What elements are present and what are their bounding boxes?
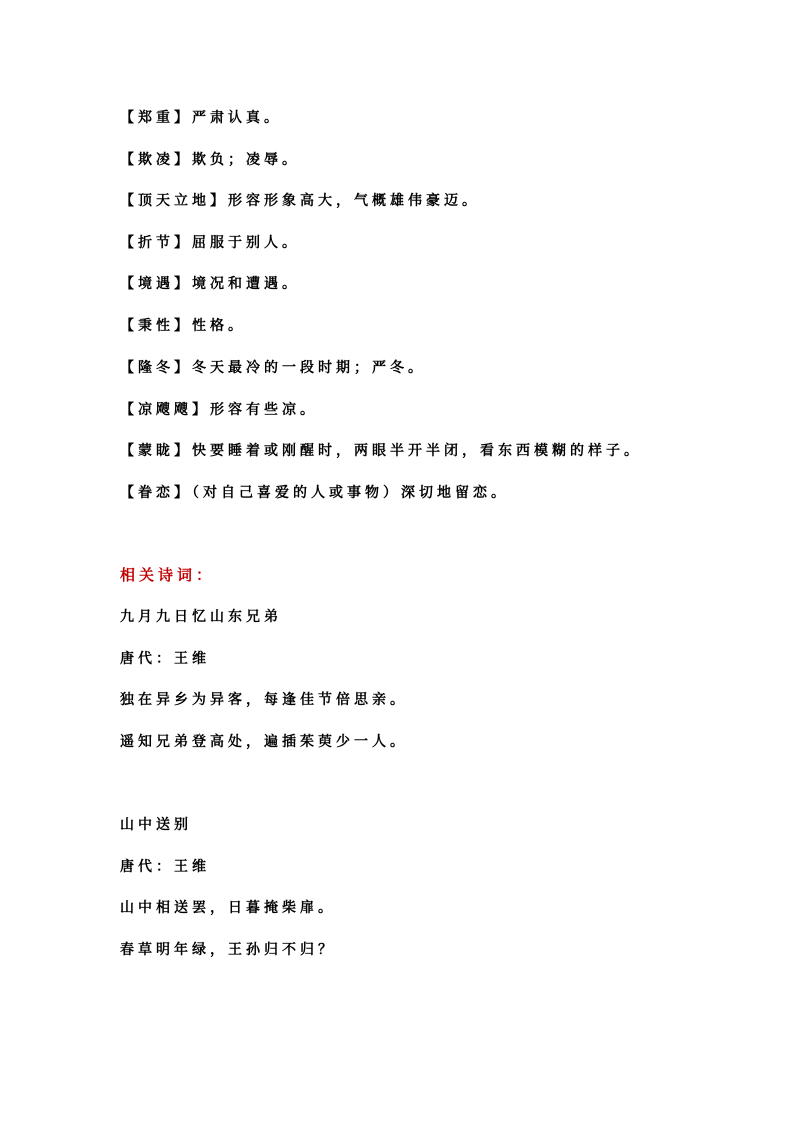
glossary-entry: 【欺凌】欺负；凌辱。 (120, 152, 300, 168)
glossary-entry: 【隆冬】冬天最冷的一段时期；严冬。 (120, 360, 426, 376)
poem-line: 遥知兄弟登高处，遍插茱萸少一人。 (120, 734, 408, 750)
poem-title: 山中送别 (120, 817, 192, 833)
section-heading: 相关诗词： (120, 566, 216, 584)
glossary-entry: 【眷恋】（对自己喜爱的人或事物）深切地留恋。 (120, 485, 509, 501)
glossary-entry: 【秉性】性格。 (120, 318, 246, 334)
poem-title: 九月九日忆山东兄弟 (120, 609, 282, 625)
glossary-entry: 【郑重】严肃认真。 (120, 110, 282, 126)
glossary-entry: 【蒙眬】快要睡着或刚醒时，两眼半开半闭，看东西模糊的样子。 (120, 443, 642, 459)
poem-author: 唐代：王维 (120, 859, 210, 875)
poem-author: 唐代：王维 (120, 651, 210, 667)
poem-line: 山中相送罢，日暮掩柴扉。 (120, 900, 336, 916)
poem-line: 春草明年绿，王孙归不归？ (120, 942, 336, 958)
poem-line: 独在异乡为异客，每逢佳节倍思亲。 (120, 692, 408, 708)
glossary-entry: 【境遇】境况和遭遇。 (120, 276, 300, 292)
glossary-entry: 【折节】屈服于别人。 (120, 235, 300, 251)
glossary-entry: 【顶天立地】形容形象高大，气概雄伟豪迈。 (120, 193, 480, 209)
glossary-entry: 【凉飕飕】形容有些凉。 (120, 402, 318, 418)
